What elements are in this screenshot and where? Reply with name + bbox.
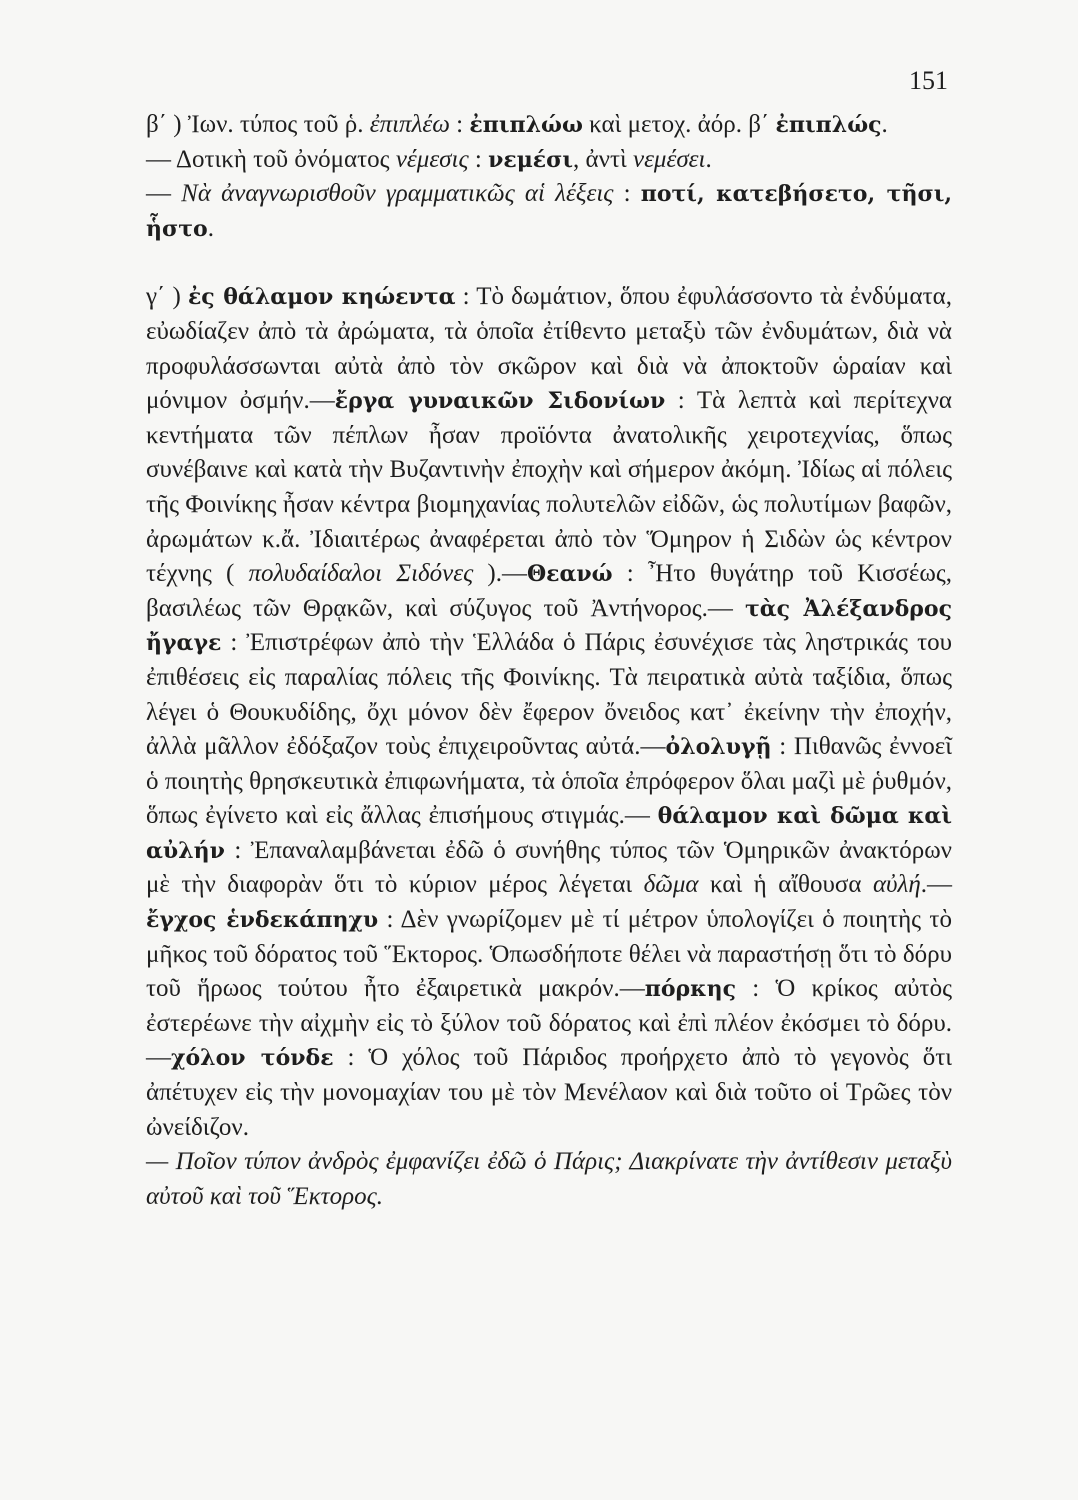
text-run: : Ἐπιστρέφων ἀπὸ τὴν Ἑλλάδα ὁ Πάρις ἐσυνέχισε τὰς ληστρικάς του ἐπιθέσεις εἰς παραλίας πόλεις τῆς Φοινίκης. Τὰ πειρατικὰ αὐτὰ ταξίδια, ὅπως λέγει ὁ Θουκυδίδης, ὄχι μόνον δὲν ἔφερον ὄνειδος κατ᾽ ἐκείνην τὴν ἐποχήν, ἀλλὰ μᾶλλον ἐδόξαζον τοὺς ἐπιχειροῦντας αὐτά.— <box>146 629 952 761</box>
lemma-term: χόλον τόνδε <box>171 1045 334 1072</box>
text-run: : Τὸ δωμάτιον, ὅπου ἐφυλάσσοντο τὰ ἐνδύματα, εὐωδίαζεν ἀπὸ τὰ ἀρώματα, τὰ ὁποῖα ἐτίθεντο μεταξὺ τῶν ἐνδυμάτων, διὰ νὰ προφυλάσσωνται αὐτὰ ἀπὸ τὸν σκῶρον καὶ διὰ νὰ ἀποκτοῦν ὡραίαν καὶ μόνιμον ὀσμήν.— <box>146 283 953 415</box>
text-run: : <box>468 145 489 173</box>
text-run: : Ἦτο θυγάτηρ τοῦ Κισσέως, βασιλέως τῶν Θρᾳκῶν, καὶ σύζυγος τοῦ Ἀντήνορος.— <box>146 560 952 622</box>
text-run: : Πιθανῶς ἐννοεῖ ὁ ποιητὴς θρησκευτικὰ ἐπιφωνήματα, τὰ ὁποῖα ἐπρόφερον ὅλαι μαζὶ μὲ ῥυθμόν, ὅπως ἐγίνετο καὶ εἰς ἄλλας ἐπισήμους στιγμάς.— <box>146 733 952 830</box>
lemma-term: θάλαμον καὶ δῶμα καὶ αὐλήν <box>146 803 952 864</box>
text-run: : <box>613 180 641 208</box>
text-run: — <box>146 180 182 208</box>
italic-text: — Ποῖον τύπον ἀνδρὸς ἐμφανίζει ἐδῶ ὁ Πάρις; Διακρίνατε τὴν ἀντίθεσιν μεταξὺ αὐτοῦ καὶ τοῦ Ἕκτορος. <box>146 1148 952 1210</box>
text-run: : Ὁ χόλος τοῦ Πάριδος προήρχετο ἀπὸ τὸ γεγονὸς ὅτι ἀπέτυχεν εἰς τὴν μονομαχίαν του μὲ τὸν Μενέλαον καὶ διὰ τοῦτο οἱ Τρῶες τὸν ὠνείδιζον. <box>146 1044 952 1141</box>
lemma-term: ἐπιπλώς <box>775 112 882 138</box>
text-run: καὶ ἡ αἴθουσα <box>698 871 873 899</box>
text-run: . <box>207 214 214 242</box>
text-run: γ΄ ) <box>146 283 188 311</box>
paragraph-c-1 <box>80 280 952 1145</box>
lemma-term: ἔγχος ἑνδεκάπηχυ <box>146 907 379 934</box>
text-run: : Δὲν γνωρίζομεν μὲ τί μέτρον ὑπολογίζει ὁ ποιητὴς τὸ μῆκος τοῦ δόρατος τοῦ Ἕκτορος. Ὁπωσδήποτε θέλει νὰ παραστήσῃ ὅτι τὸ δόρυ τοῦ ἥρωος τούτου ἦτο ἐξαιρετικὰ μακρόν.— <box>146 906 952 1003</box>
italic-text: πολυδαίδαλοι Σιδόνες <box>248 560 474 588</box>
lemma-term: ἔργα γυναικῶν Σιδονίων <box>334 388 666 415</box>
italic-text: νεμέσει <box>632 145 706 173</box>
lemma-term: ἐς θάλαμον κηώεντα <box>187 284 456 311</box>
text-run: : Ἐπαναλαμβάνεται ἐδῶ ὁ συνήθης τύπος τῶν Ὁμηρικῶν ἀνακτόρων μὲ τὴν διαφορὰν ὅτι τὸ κύριον μέρος λέγεται <box>146 836 952 899</box>
lemma-term: Θεανώ <box>526 561 613 588</box>
text-run: . <box>881 111 888 138</box>
text-run: : Ὁ κρίκος αὐτὸς ἐστερέωνε τὴν αἰχμὴν εἰς τὸ ξύλον τοῦ δόρατος καὶ ἐπὶ πλέον ἐκόσμει τὸ δόρυ.— <box>146 975 952 1072</box>
commentary-text <box>80 108 952 1214</box>
page-number: 151 <box>909 66 948 95</box>
text-run: ).— <box>473 560 527 588</box>
text-run: . <box>705 145 712 173</box>
text-run: β΄ ) Ἰων. τύπος τοῦ ῥ. <box>146 111 370 138</box>
lemma-term: τὰς Ἀλέξανδρος ἤγαγε <box>146 595 952 657</box>
paragraph-b-1 <box>80 108 952 143</box>
lemma-term: πόρκης <box>644 976 737 1003</box>
text-run: : <box>449 111 470 138</box>
text-run: καὶ μετοχ. ἀόρ. β΄ <box>582 111 776 138</box>
lemma-term: ποτί, κατεβήσετο, τῆσι, ἧστο <box>146 181 952 242</box>
lemma-term: ὀλολυγῇ <box>665 734 772 761</box>
question-paragraph <box>80 1145 952 1214</box>
lemma-term: νεμέσι <box>488 146 574 173</box>
text-run: , ἀντὶ <box>573 145 633 173</box>
italic-text: δῶμα <box>643 871 699 899</box>
text-run: .— <box>920 871 953 899</box>
italic-text: αὐλή <box>872 871 921 899</box>
italic-text: Νὰ ἀναγνωρισθοῦν γραμματικῶς αἱ λέξεις <box>181 180 614 208</box>
paragraph-b-3 <box>80 177 952 246</box>
italic-text: νέμεσις <box>395 145 469 173</box>
lemma-term: ἐπιπλώω <box>469 112 583 138</box>
text-run: — Δοτικὴ τοῦ ὀνόματος <box>146 145 396 173</box>
paragraph-b-2 <box>80 143 952 178</box>
italic-text: ἐπιπλέω <box>369 111 450 138</box>
text-run: : Τὰ λεπτὰ καὶ περίτεχνα κεντήματα τῶν πέπλων ἦσαν προϊόντα ἀνατολικῆς χειροτεχνίας, ὅπως συνέβαινε καὶ κατὰ τὴν Βυζαντινὴν ἐποχὴν καὶ σήμερον ἀκόμη. Ἰδίως αἱ πόλεις τῆς Φοινίκης ἦσαν κέντρα βιομηχανίας πολυτελῶν εἰδῶν, ὡς πολυτίμων βαφῶν, ἀρωμάτων κ.ἄ. Ἰδιαιτέρως ἀναφέρεται ἀπὸ τὸν Ὅμηρον ἡ Σιδὼν ὡς κέντρον τέχνης ( <box>146 387 952 588</box>
